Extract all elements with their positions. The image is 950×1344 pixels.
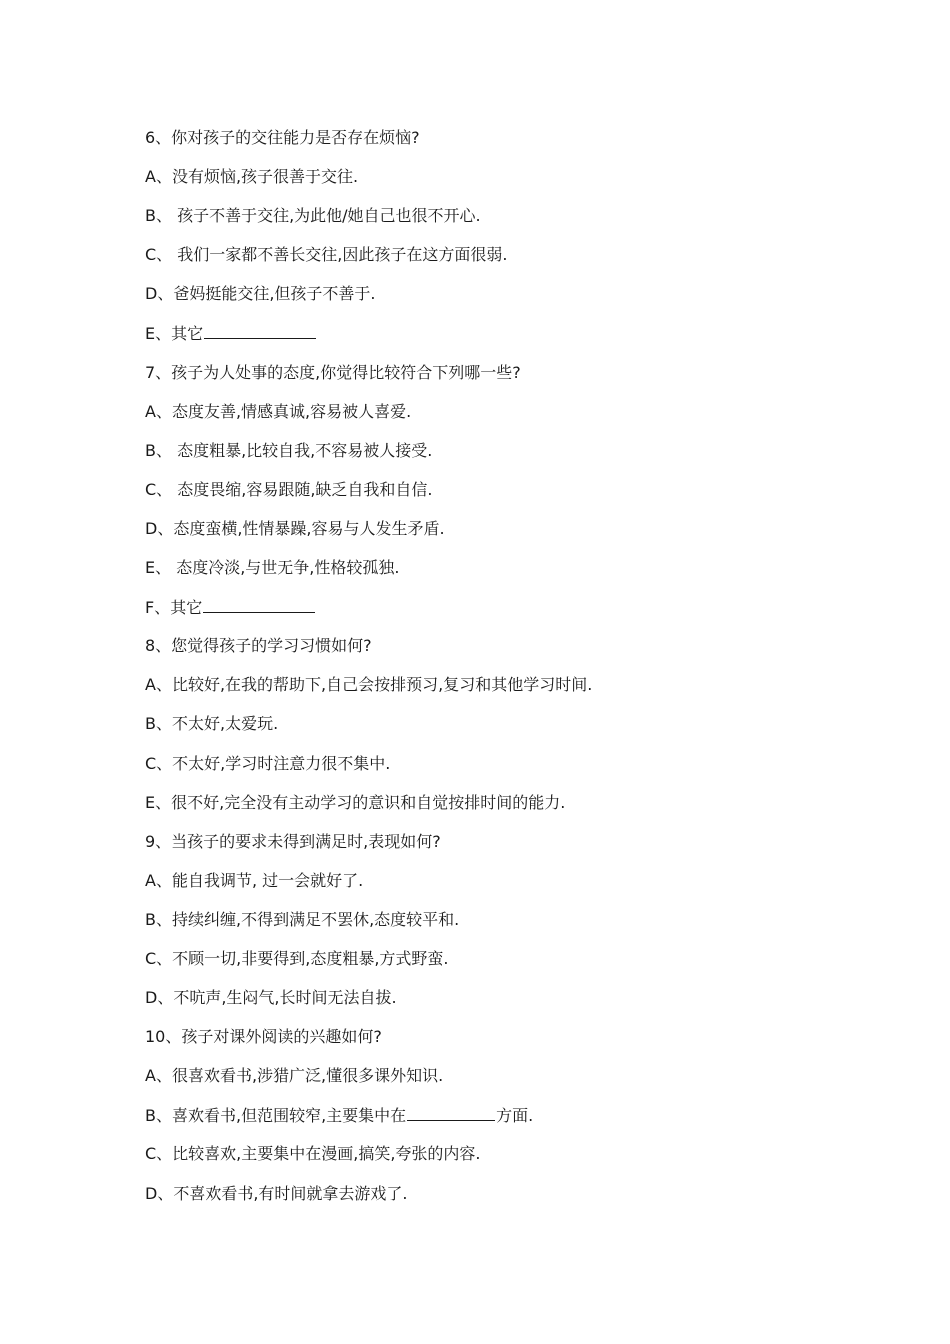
option-text xyxy=(145,165,845,204)
option-label: B、 态度粗暴,比较自我,不容易被人接受. xyxy=(145,440,433,460)
option-text xyxy=(145,400,845,439)
option-label: B、不太好,太爱玩. xyxy=(145,714,279,734)
option-label-suffix: 方面. xyxy=(496,1106,534,1126)
option-label: E、 态度冷淡,与世无争,性格较孤独. xyxy=(145,558,400,578)
fill-in-blank[interactable] xyxy=(407,1103,495,1121)
option-label: D、不喜欢看书,有时间就拿去游戏了. xyxy=(145,1183,408,1203)
option-text xyxy=(145,752,845,791)
option-text xyxy=(145,595,845,634)
option-text xyxy=(145,321,845,360)
option-label: A、没有烦恼,孩子很善于交往. xyxy=(145,167,359,187)
option-text xyxy=(145,1142,845,1181)
option-text xyxy=(145,439,845,478)
option-text xyxy=(145,908,845,947)
option-text xyxy=(145,986,845,1025)
option-text xyxy=(145,204,845,243)
option-label: D、态度蛮横,性情暴躁,容易与人发生矛盾. xyxy=(145,518,445,538)
option-text xyxy=(145,712,845,751)
question-text xyxy=(145,1025,845,1064)
option-label: C、比较喜欢,主要集中在漫画,搞笑,夸张的内容. xyxy=(145,1144,481,1164)
option-label: E、其它 xyxy=(145,324,204,344)
option-label: C、 我们一家都不善长交往,因此孩子在这方面很弱. xyxy=(145,245,508,265)
option-text xyxy=(145,1064,845,1103)
option-text xyxy=(145,673,845,712)
option-label: C、 态度畏缩,容易跟随,缺乏自我和自信. xyxy=(145,479,433,499)
option-label: E、很不好,完全没有主动学习的意识和自觉按排时间的能力. xyxy=(145,792,566,812)
question-text xyxy=(145,634,845,673)
option-label: C、不太好,学习时注意力很不集中. xyxy=(145,753,391,773)
option-text xyxy=(145,243,845,282)
question-label: 10、孩子对课外阅读的兴趣如何? xyxy=(145,1027,382,1047)
option-text xyxy=(145,947,845,986)
question-text xyxy=(145,126,845,165)
question-label: 8、您觉得孩子的学习习惯如何? xyxy=(145,636,372,656)
option-text xyxy=(145,791,845,830)
fill-in-blank[interactable] xyxy=(204,321,316,339)
option-label: A、很喜欢看书,涉猎广泛,懂很多课外知识. xyxy=(145,1066,444,1086)
option-label: B、喜欢看书,但范围较窄,主要集中在 xyxy=(145,1106,407,1126)
fill-in-blank[interactable] xyxy=(203,595,315,613)
option-label: D、不吭声,生闷气,长时间无法自拔. xyxy=(145,988,397,1008)
option-text xyxy=(145,556,845,595)
question-text xyxy=(145,361,845,400)
question-label: 6、你对孩子的交往能力是否存在烦恼? xyxy=(145,128,420,147)
option-text xyxy=(145,282,845,321)
option-label: C、不顾一切,非要得到,态度粗暴,方式野蛮. xyxy=(145,948,449,968)
option-label: B、 孩子不善于交往,为此他/她自己也很不开心. xyxy=(145,206,481,226)
option-label: D、爸妈挺能交往,但孩子不善于. xyxy=(145,284,376,304)
questionnaire-body xyxy=(145,126,845,1221)
option-label: F、其它 xyxy=(145,598,203,618)
option-label: A、能自我调节, 过一会就好了. xyxy=(145,870,364,890)
option-label: B、持续纠缠,不得到满足不罢休,态度较平和. xyxy=(145,909,460,929)
question-label: 7、孩子为人处事的态度,你觉得比较符合下列哪一些? xyxy=(145,362,521,382)
option-text xyxy=(145,517,845,556)
option-text xyxy=(145,1103,845,1142)
option-text xyxy=(145,869,845,908)
question-text xyxy=(145,830,845,869)
option-label: A、比较好,在我的帮助下,自己会按排预习,复习和其他学习时间. xyxy=(145,675,593,695)
question-label: 9、当孩子的要求未得到满足时,表现如何? xyxy=(145,831,441,851)
option-label: A、态度友善,情感真诚,容易被人喜爱. xyxy=(145,401,412,421)
option-text xyxy=(145,1182,845,1221)
option-text xyxy=(145,478,845,517)
